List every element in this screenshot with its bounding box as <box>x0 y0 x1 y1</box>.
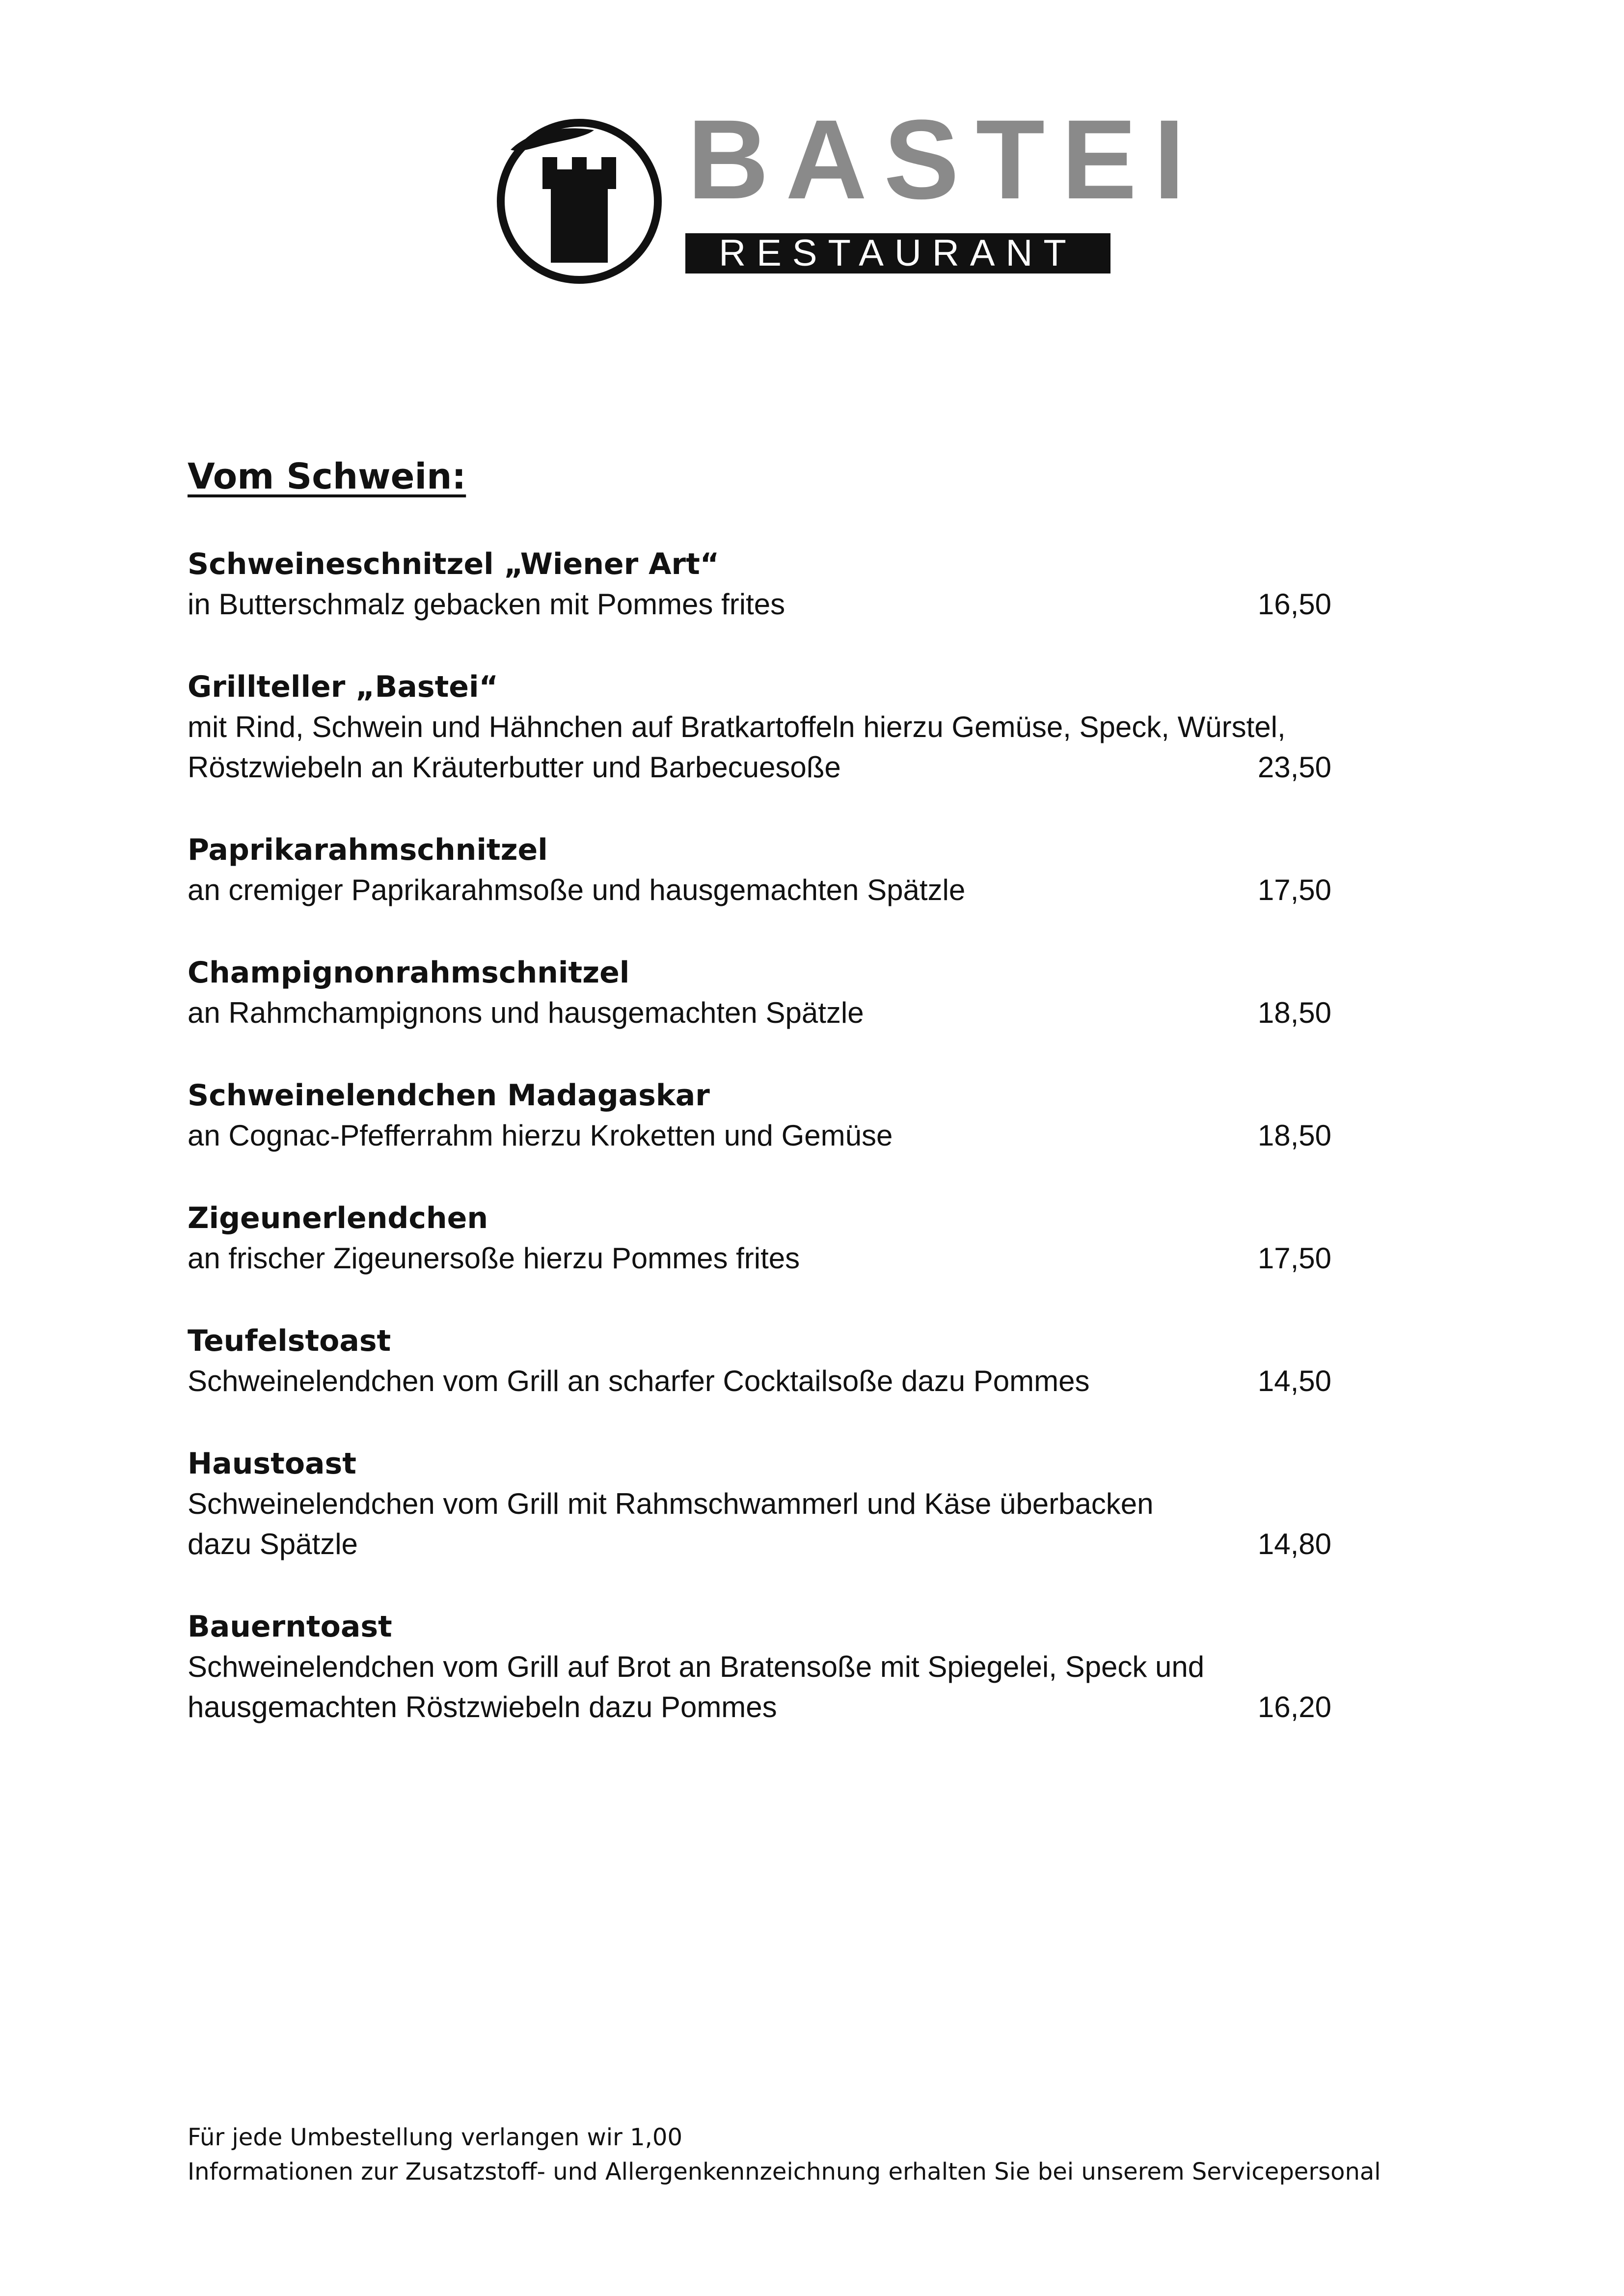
dish-description-line <box>188 1687 1331 1727</box>
dish-description: in Butterschmalz gebacken mit Pommes frites <box>188 588 785 621</box>
dish-description: Schweinelendchen vom Grill an scharfer Cocktailsoße dazu Pommes <box>188 1365 1090 1397</box>
dish-description-line <box>188 870 1331 910</box>
castle-tower-emblem-icon <box>491 110 668 287</box>
dish-name: Champignonrahmschnitzel <box>188 956 630 990</box>
dish-price: 18,50 <box>1257 1119 1331 1152</box>
dish-description-line <box>188 1647 1331 1687</box>
menu-item <box>188 830 1331 910</box>
dish-description: Röstzwiebeln an Kräuterbutter und Barbecuesoße <box>188 751 841 784</box>
dish-description: Schweinelendchen vom Grill auf Brot an Bratensoße mit Spiegelei, Speck und <box>188 1650 1205 1683</box>
dish-name: Grillteller „Bastei“ <box>188 670 498 704</box>
dish-price: 16,50 <box>1257 588 1331 621</box>
menu-item <box>188 667 1331 788</box>
dish-description-line <box>188 1238 1331 1279</box>
logo-wordmark: BASTEI <box>687 96 1202 222</box>
dish-name: Schweinelendchen Madagaskar <box>188 1078 710 1113</box>
footer-notes <box>188 2120 1381 2189</box>
menu-item <box>188 1321 1331 1401</box>
dish-price: 14,80 <box>1257 1528 1331 1560</box>
dish-description-line <box>188 1484 1331 1524</box>
dish-price: 17,50 <box>1257 1242 1331 1275</box>
restaurant-logo <box>491 96 1202 287</box>
dish-description: an frischer Zigeunersoße hierzu Pommes frites <box>188 1242 800 1275</box>
dish-description-line <box>188 1361 1331 1401</box>
dish-price: 18,50 <box>1257 996 1331 1029</box>
dish-description: an cremiger Paprikarahmsoße und hausgemachten Spätzle <box>188 874 966 906</box>
dish-description-line <box>188 1524 1331 1564</box>
dish-description-line <box>188 707 1331 747</box>
dish-name: Paprikarahmschnitzel <box>188 833 548 867</box>
dish-price: 14,50 <box>1257 1365 1331 1397</box>
footer-surcharge-note: Für jede Umbestellung verlangen wir 1,00 <box>188 2124 682 2151</box>
menu-item <box>188 1444 1331 1564</box>
dish-description: an Rahmchampignons und hausgemachten Spätzle <box>188 996 864 1029</box>
dish-description: hausgemachten Röstzwiebeln dazu Pommes <box>188 1691 777 1723</box>
menu-item <box>188 953 1331 1033</box>
menu-item <box>188 544 1331 625</box>
dish-description: an Cognac-Pfefferrahm hierzu Kroketten und Gemüse <box>188 1119 893 1152</box>
menu-item <box>188 1607 1331 1727</box>
section-title: Vom Schwein: <box>188 456 466 497</box>
dish-name: Haustoast <box>188 1447 356 1481</box>
dish-description: Schweinelendchen vom Grill mit Rahmschwammerl und Käse überbacken <box>188 1487 1154 1520</box>
dish-description-line <box>188 747 1331 788</box>
menu-item <box>188 1198 1331 1279</box>
menu-list <box>188 544 1331 1770</box>
logo-subtitle: RESTAURANT <box>685 233 1110 273</box>
dish-description-line <box>188 584 1331 625</box>
dish-description: mit Rind, Schwein und Hähnchen auf Bratkartoffeln hierzu Gemüse, Speck, Würstel, <box>188 711 1286 743</box>
dish-price: 17,50 <box>1257 874 1331 906</box>
dish-description: dazu Spätzle <box>188 1528 358 1560</box>
dish-price: 16,20 <box>1257 1691 1331 1723</box>
dish-description-line <box>188 993 1331 1033</box>
dish-name: Teufelstoast <box>188 1324 391 1358</box>
dish-name: Bauerntoast <box>188 1610 392 1644</box>
menu-item <box>188 1075 1331 1156</box>
dish-name: Zigeunerlendchen <box>188 1201 488 1235</box>
footer-allergen-note: Informationen zur Zusatzstoff- und Allergenkennzeichnung erhalten Sie bei unserem Servicepersonal <box>188 2158 1381 2186</box>
dish-price: 23,50 <box>1257 751 1331 784</box>
dish-name: Schweineschnitzel „Wiener Art“ <box>188 547 720 581</box>
dish-description-line <box>188 1116 1331 1156</box>
